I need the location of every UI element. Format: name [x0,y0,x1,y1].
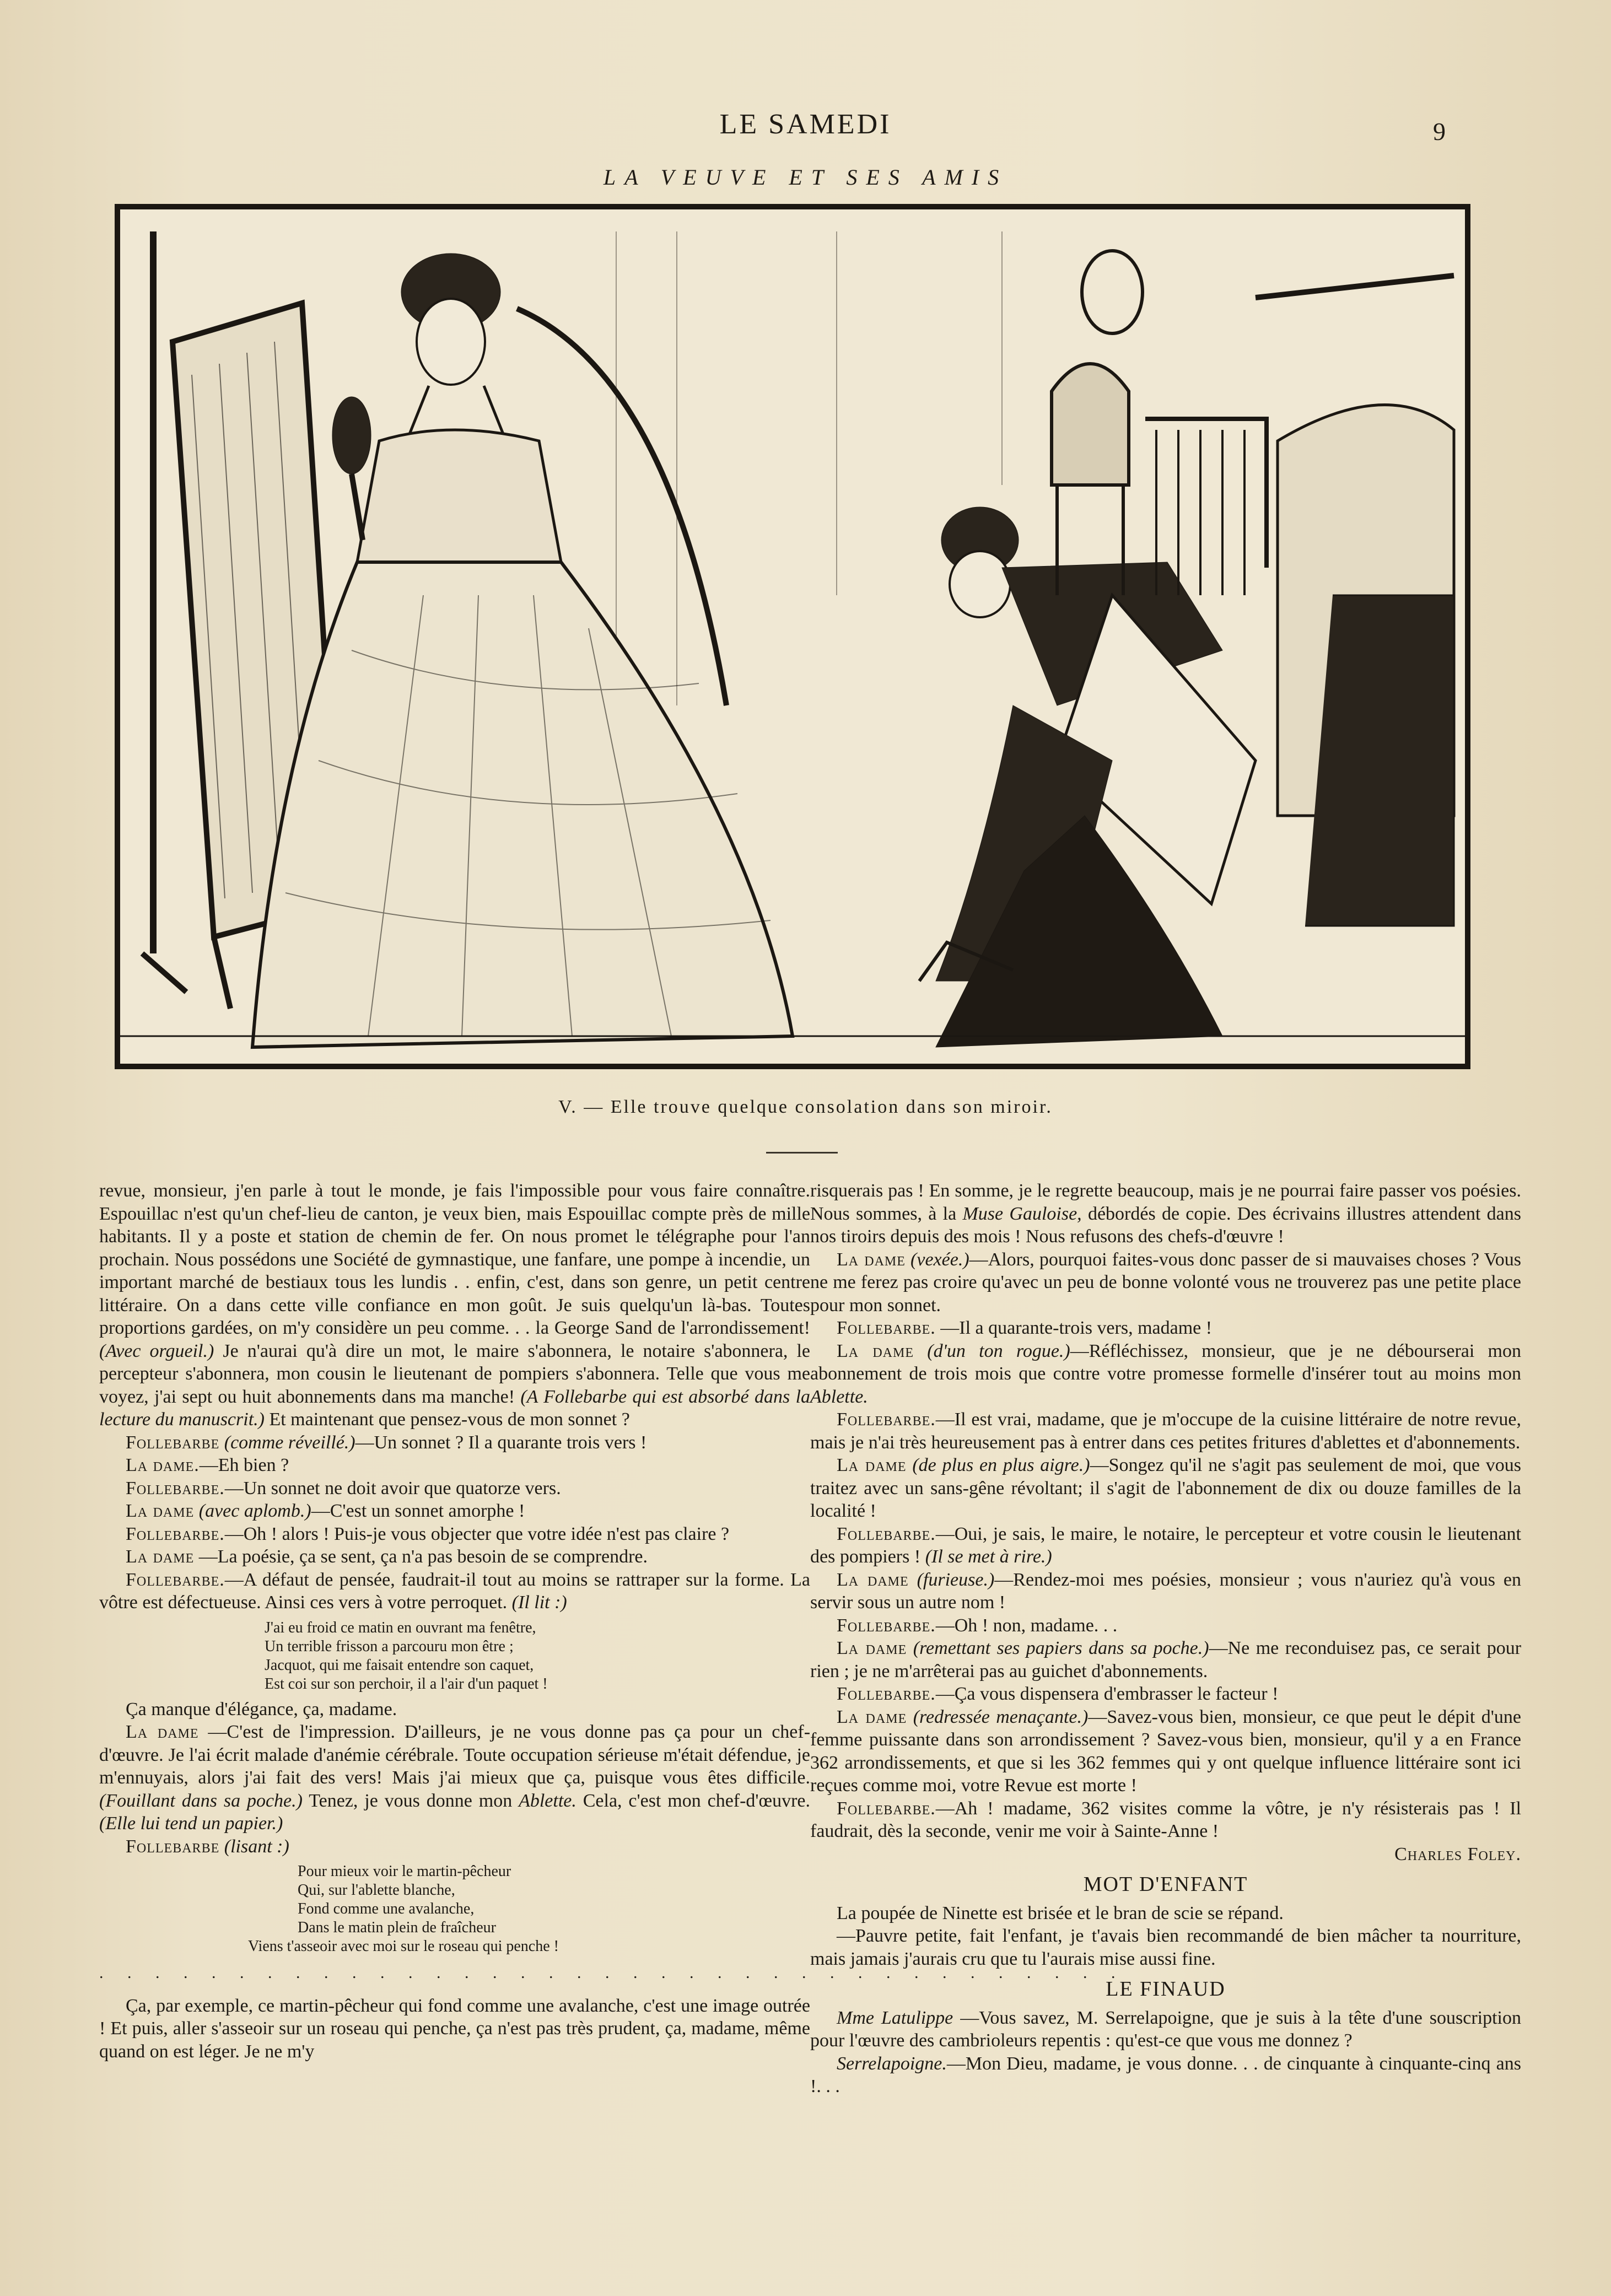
dialogue-line [99,1477,810,1500]
speaker-name: Follebarbe. [837,1684,936,1704]
speaker-name: La dame. [126,1455,200,1475]
stage-direction: (remettant ses papiers dans sa poche.) [913,1638,1209,1658]
stage-direction: (Il se met à rire.) [925,1546,1052,1567]
speaker-name: Follebarbe. [126,1523,225,1544]
stage-direction: (Fouillant dans sa poche.) [99,1790,303,1811]
stage-direction: (lisant :) [224,1836,289,1857]
speaker-name: La dame [837,1249,906,1270]
text-run: Je n'aurai qu'à dire un mot, le maire s'abonnera, le notaire s'abonnera, le percepteur s'abonnera, mon cousin le lieutenant de pompiers s'abonnera. Telle que vous me voyez, j'ai sept ou huit abonnements dans ma manche! [99,1340,811,1407]
poem-title: Ablette. [519,1790,576,1811]
dialogue-text: —A défaut de pensée, faudrait-il tout au moins se rattraper sur la forme. La vôtre est défectueuse. Ainsi ces vers à votre perroquet. [99,1569,810,1613]
dialogue-text: —Ça vous dispensera d'embrasser le facteur ! [935,1684,1279,1704]
verse-line: Fond comme une avalanche, [298,1900,475,1917]
stage-direction: (comme réveillé.) [224,1432,355,1453]
verse-line: Jacquot, qui me faisait entendre son caquet, [265,1656,534,1674]
engraving-illustration [120,209,1465,1064]
paragraph [810,1179,1521,1248]
dialogue-text: —Réfléchissez, monsieur, que je ne débourserai mon abonnement de trois mois que contre votre promesse formelle d'insérer tout au moins mon [810,1340,1522,1384]
dialogue-text: —Alors, pourquoi faites-vous donc passer de si mauvaises choses ? Vous ne me ferez pas croire qu'avec un peu de bonne volonté vous ne trouverez pas une petite place pour mon sonnet. [810,1249,1522,1316]
stage-direction: (Il lit :) [511,1592,567,1613]
speaker-name: La dame [837,1638,907,1658]
stage-direction: (de plus en plus aigre.) [912,1455,1090,1475]
section-title: LE FINAUD [1106,1977,1226,2001]
dialogue-text: —C'est de l'impression. D'ailleurs, je ne vous donne pas ça pour un chef-d'œuvre. Je l'ai écrit malade d'anémie cérébrale. Toute occupation sérieuse m'était défendue, je m'ennuyais, alors j'ai fait des vers! Mais j'ai mieux que ça, puisque vous êtes difficile. [99,1722,811,1788]
dialogue-text: —Un sonnet ne doit avoir que quatorze vers. [224,1478,561,1499]
dialogue-line [99,1835,810,1858]
paragraph [99,1179,810,1431]
speaker-name: La dame [126,1501,195,1521]
poem-parrot [99,1619,810,1694]
dialogue-line [810,1523,1521,1569]
dialogue-line [810,1408,1521,1454]
speaker-name: La dame [126,1546,195,1567]
dialogue-text: Cela, c'est mon chef-d'œuvre. [583,1790,811,1811]
speaker-name: Follebarbe. [837,1615,936,1636]
dialogue-text: —Oui, je sais, le maire, le notaire, le percepteur et votre cousin le lieutenant des pompiers ! [810,1523,1521,1567]
dialogue-line [99,1545,810,1569]
dialogue-line [810,1340,1521,1409]
dialogue-text: —Oh ! alors ! Puis-je vous objecter que votre idée n'est pas claire ? [224,1523,730,1544]
speaker-name: Serrelapoigne. [837,2053,947,2074]
dialogue-line [810,1248,1521,1317]
author-signature: Charles Foley. [1394,1844,1521,1864]
dialogue-line [810,1637,1521,1683]
dialogue-line [810,1683,1521,1706]
verse-line: Qui, sur l'ablette blanche, [298,1882,455,1899]
speaker-name: La dame [126,1722,199,1742]
dialogue-text: —Oh ! non, madame. . . [935,1615,1118,1636]
poem-title: Ablette. [810,1386,868,1407]
speaker-name: Follebarbe [126,1432,220,1453]
dialogue-line [99,1569,810,1614]
dialogue-text: —Rendez-moi mes poésies, monsieur ; vous n'auriez qu'à vous en servir sous un autre nom ! [810,1569,1522,1613]
verse-line: Viens t'asseoir avec moi sur le roseau qui penche ! [248,1938,559,1955]
dialogue-line [99,1523,810,1546]
speaker-name: La dame [837,1706,907,1727]
paragraph: Ça manque d'élégance, ça, madame. [126,1699,397,1720]
dialogue-text: —Vous savez, M. Serrelapoigne, que je suis à la tête d'une souscription pour l'œuvre des cambrioleurs repentis : qu'est-ce que vous me donnez ? [810,2007,1521,2051]
stage-direction: (vexée.) [910,1249,969,1270]
stage-direction: (d'un ton rogue.) [927,1340,1070,1361]
paragraph: Ça, par exemple, ce martin-pêcheur qui fond comme une avalanche, c'est une image outrée ! Et puis, aller s'asseoir sur un roseau qui penche, ça n'est pas très prudent, ça, madame, même quand on est léger. Je ne m'y [99,1995,810,2062]
dialogue-text: —Songez qu'il ne s'agit pas seulement de moi, que vous traitez avec un sans-gêne révoltant; il s'agit de l'abonnement de dix ou douze familles de la localité ! [810,1455,1522,1521]
dialogue-text: —C'est un sonnet amorphe ! [311,1501,525,1521]
text-run: revue, monsieur, j'en parle à tout le monde, je fais l'impossible pour vous faire connaître. Espouillac n'est qu'un chef-lieu de canton, je veux bien, mais Espouillac compte près de mille habitants. Il y a poste et station de chemin de fer. On nous promet le télégraphe pour l'an prochain. Nous possédons une Société de gymnastique, une fanfare, une pompe à incendie, un important marché de bestiaux tous les lundis . . enfin, c'est, dans son genre, un petit centre littéraire. On a dans cette ville confiance en mon goût. Je suis quelqu'un là-bas. Toutes proportions gardées, on m'y considère un peu comme. . . la George Sand de l'arrondissement! [99,1181,810,1338]
speaker-name: La dame [837,1455,907,1475]
dialogue-line [810,1706,1521,1797]
stage-direction: (furieuse.) [917,1569,995,1590]
ellipsis-row: . . . . . . . . . . . . . . . . . . . . . . . . . . . . . . . . . . . . . [99,1964,1125,1982]
dialogue-text: —Ne me reconduisez pas, ce serait pour rien ; je ne m'arrêterai pas au guichet d'abonnements. [810,1638,1522,1681]
section-title: MOT D'ENFANT [1083,1873,1248,1896]
dialogue-text: —Mon Dieu, madame, je vous donne. . . de cinquante à cinquante-cinq ans !. . . [810,2053,1521,2096]
stage-direction: (redressée menaçante.) [913,1706,1089,1727]
right-text-column [810,1179,1521,2098]
dialogue-line [810,2052,1521,2098]
dialogue-line [99,1454,810,1477]
verse-line: Dans le matin plein de fraîcheur [298,1919,496,1936]
dialogue-line [99,1721,810,1835]
verse-line: Est coi sur son perchoir, il a l'air d'un paquet ! [265,1675,548,1693]
series-title: LA VEUVE ET SES AMIS [603,165,1008,190]
dialogue-line [810,2007,1521,2052]
dialogue-line [810,1454,1521,1523]
dialogue-line [99,1500,810,1523]
publication-name: Muse Gauloise, [962,1203,1082,1224]
paragraph: La poupée de Ninette est brisée et le bran de scie se répand. [837,1902,1284,1923]
dialogue-text: —Eh bien ? [199,1455,289,1475]
separator-rule [766,1152,838,1154]
verse-line: Un terrible frisson a parcouru mon être ; [265,1637,514,1655]
verse-line: J'ai eu froid ce matin en ouvrant ma fenêtre, [265,1619,536,1636]
text-run: risquerais pas ! En somme, je le regrette beaucoup, mais je ne pourrai faire passer vos poésies. Nous sommes, à la [810,1181,1521,1224]
stage-direction: (A Follebarbe qui est absorbé dans la lecture du manuscrit.) [99,1386,811,1430]
stage-direction: (Elle lui tend un papier.) [99,1813,283,1834]
speaker-name: Follebarbe. [837,1409,936,1430]
page-number: 9 [1433,117,1446,145]
dialogue-text: Tenez, je vous donne mon [309,1790,513,1811]
dialogue-text: —Il est vrai, madame, que je m'occupe de la cuisine littéraire de notre revue, mais je n'ai très heureusement pas à entrer dans ces petites fritures d'ablettes et d'abonnements. [810,1409,1521,1453]
illustration-caption: V. — Elle trouve quelque consolation dans son miroir. [558,1097,1053,1117]
dialogue-text: —Il a quarante-trois vers, madame ! [940,1318,1213,1338]
speaker-name: Follebarbe. [837,1798,936,1819]
speaker-name: Follebarbe. [837,1318,936,1338]
speaker-name: Mme Latulippe [837,2007,953,2028]
dialogue-line [810,1569,1521,1614]
dialogue-text: —La poésie, ça se sent, ça n'a pas besoin de se comprendre. [198,1546,648,1567]
speaker-name: Follebarbe. [126,1478,225,1499]
verse-line: Pour mieux voir le martin-pêcheur [298,1863,511,1880]
speaker-name: Follebarbe. [837,1523,936,1544]
stage-direction: (Avec orgueil.) [99,1340,214,1361]
speaker-name: Follebarbe. [126,1569,225,1590]
dialogue-text: —Ah ! madame, 362 visites comme la vôtre, je n'y résisterais pas ! Il faudrait, dès la seconde, venir me voir à Sainte-Anne ! [810,1798,1521,1841]
dialogue-text: —Savez-vous bien, monsieur, ce que peut le dépit d'une femme puissante dans son arrondissement ? Savez-vous bien, monsieur, qu'il y a en France 362 arrondissements, et que si les 362 femmes qui y ont quelque influence littéraire sont ici reçues comme moi, votre Revue est morte ! [810,1706,1522,1796]
dialogue-line [810,1317,1521,1340]
speaker-name: Follebarbe [126,1836,220,1857]
text-run: Et maintenant que pensez-vous de mon sonnet ? [269,1409,630,1430]
speaker-name: La dame [837,1340,914,1361]
journal-title: LE SAMEDI [719,109,892,140]
dialogue-line [810,1797,1521,1843]
speaker-name: La dame [837,1569,909,1590]
dialogue-line [810,1614,1521,1637]
dialogue-line [99,1431,810,1454]
paragraph: —Pauvre petite, fait l'enfant, je t'avais bien recommandé de bien mâcher ta nourriture, mais jamais j'aurais cru que tu l'aurais mise aussi fine. [810,1926,1521,1969]
poem-ablette [99,1862,810,1956]
illustration-plate [115,204,1470,1069]
text-run: débordés de copie. Des écrivains illustres attendent dans nos tiroirs depuis des mois ! Nous refusons des chefs-d'œuvre ! [810,1203,1521,1247]
dialogue-text: —Un sonnet ? Il a quarante trois vers ! [355,1432,647,1453]
stage-direction: (avec aplomb.) [198,1501,311,1521]
